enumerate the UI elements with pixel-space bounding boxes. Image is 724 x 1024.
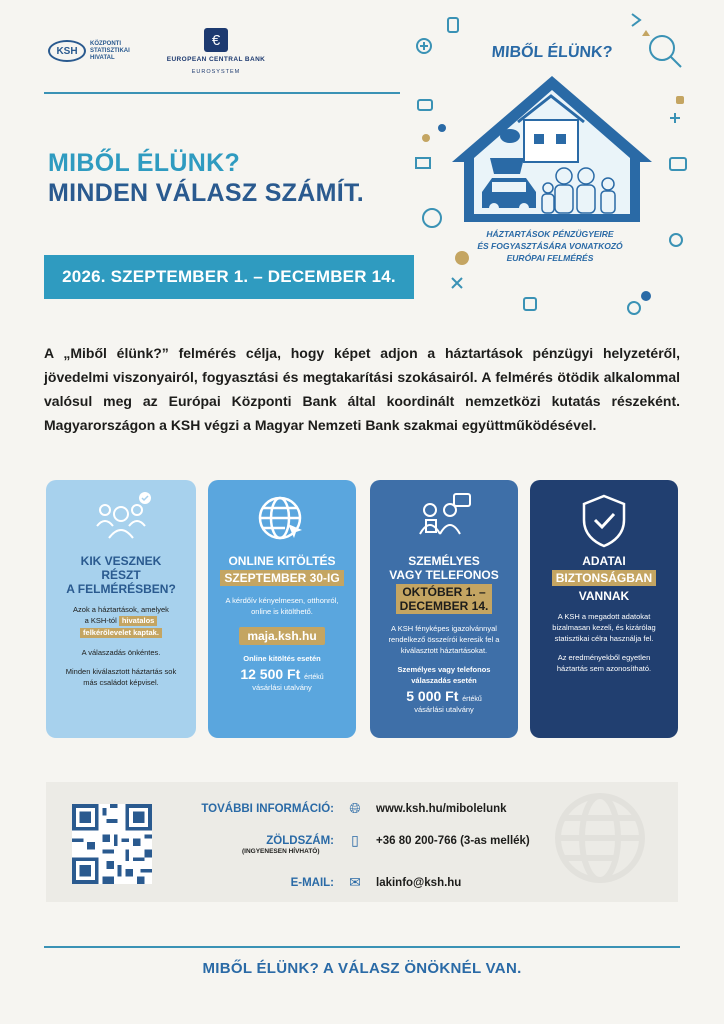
- title-line-1: MIBŐL ÉLÜNK?: [48, 149, 241, 177]
- page-title: [48, 148, 408, 208]
- logo-header: [44, 26, 404, 96]
- reward-value: 12 500 Ft: [240, 666, 301, 682]
- intro-paragraph: A „Miből élünk?” felmérés célja, hogy képet adjon a háztartások pénzügyi helyzetéről, jövedelmi viszonyairól, fogyasztási és megtakarítási szokásairól. A felmérés ötödik alkalommal valósul meg az Európai Központi Bank által koordinált nemzetközi kutatás részeként. Magyarországon a KSH végzi a Magyar Nemzeti Bank szakmai együttműködésével.: [44, 345, 680, 433]
- card-online: [208, 480, 356, 738]
- ksh-logo-name: KÖZPONTI STATISZTIKAI HIVATAL: [90, 40, 130, 61]
- hero-illustration: [412, 8, 692, 326]
- reward-suffix: értékű: [462, 696, 482, 703]
- reward-tail: vásárlási utalvány: [414, 705, 474, 714]
- reward-suffix: értékű: [304, 674, 324, 681]
- footer-divider: [44, 946, 680, 948]
- ecb-logo-name: EUROPEAN CENTRAL BANK: [166, 56, 266, 63]
- card-title-line: VAGY TELEFONOS: [389, 568, 499, 582]
- interview-icon: [414, 490, 474, 550]
- reward-intro: Személyes vagy telefonos válaszadás esetén: [397, 665, 491, 685]
- phone-number[interactable]: +36 80 200-766 (3-as mellék): [376, 834, 530, 847]
- highlight: [396, 584, 493, 614]
- info-row: [186, 800, 507, 817]
- card-text: A KSH a megadott adatokat bizalmasan kezeli, és kizárólag statisztikai célra használja fel.: [552, 612, 656, 643]
- email-row: [186, 874, 461, 891]
- card-title-line: SZEMÉLYES: [408, 554, 480, 568]
- card-text: A KSH fényképes igazolvánnyal rendelkező összeírói keresik fel a kiválasztott háztartásokat.: [388, 624, 500, 655]
- euro-icon: €: [204, 28, 228, 52]
- card-title-line: ADATAI: [582, 554, 626, 568]
- card-text: A válaszadás önkéntes.: [81, 648, 161, 657]
- card-title-line: VANNAK: [578, 589, 630, 603]
- card-security: [530, 480, 678, 738]
- card-participants: [46, 480, 196, 738]
- hero-subtitle-line: ÉS FOGYASZTÁSÁRA VONATKOZÓ: [477, 241, 623, 251]
- phone-row: [186, 832, 530, 849]
- card-title: [46, 554, 196, 596]
- footer-slogan: MIBŐL ÉLÜNK? A VÁLASZ ÖNÖKNÉL VAN.: [202, 960, 522, 977]
- people-icon: [91, 490, 151, 550]
- hero-subtitle-line: EURÓPAI FELMÉRÉS: [506, 253, 594, 263]
- ecb-logo-sub: EUROSYSTEM: [191, 69, 241, 75]
- phone-note: (INGYENESEN HÍVHATÓ): [242, 848, 320, 855]
- card-title-line: KIK VESZNEK: [80, 554, 162, 568]
- reward-tail: vásárlási utalvány: [252, 683, 312, 692]
- info-cards: [46, 480, 680, 740]
- hero-subtitle-line: HÁZTARTÁSOK PÉNZÜGYEIRE: [486, 229, 614, 239]
- envelope-icon: ✉: [349, 874, 361, 890]
- highlight: BIZTONSÁGBAN: [552, 570, 656, 586]
- globe-cursor-icon: [252, 490, 312, 550]
- date-banner: 2026. SZEPTEMBER 1. – DECEMBER 14.: [44, 255, 414, 299]
- globe-icon: 🌐︎: [349, 800, 361, 816]
- card-title: ONLINE KITÖLTÉS: [228, 554, 336, 568]
- header-divider: [44, 92, 400, 94]
- reward-value: 5 000 Ft: [406, 688, 459, 704]
- info-link[interactable]: www.ksh.hu/mibolelunk: [376, 802, 507, 815]
- card-personal: [370, 480, 518, 738]
- card-title-line: RÉSZT: [101, 568, 141, 582]
- contact-section: [46, 782, 678, 902]
- globe-watermark-icon: [550, 788, 650, 888]
- card-text: Minden kiválasztott háztartás sok más családot képvisel.: [65, 667, 177, 687]
- card-body: [46, 604, 196, 639]
- card-title: [370, 554, 518, 582]
- reward-amount: [208, 666, 356, 682]
- highlight: felkérőlevelet kaptak.: [80, 628, 162, 638]
- hero-subtitle: [460, 228, 640, 264]
- highlight-line: OKTÓBER 1. –: [402, 585, 486, 599]
- reward-amount: [370, 688, 518, 704]
- title-line-2: MINDEN VÁLASZ SZÁMÍT.: [48, 179, 365, 207]
- ksh-logo: [48, 40, 150, 62]
- phone-icon: ▯: [351, 832, 359, 848]
- highlight: hivatalos: [119, 616, 158, 626]
- phone-label: ZÖLDSZÁM:: [266, 834, 334, 847]
- card-title-line: A FELMÉRÉSBEN?: [66, 582, 176, 596]
- qr-code-icon[interactable]: [72, 804, 152, 884]
- reward-intro: Online kitöltés esetén: [243, 654, 321, 663]
- hero-title: MIBŐL ÉLÜNK?: [491, 44, 613, 61]
- info-label: TOVÁBBI INFORMÁCIÓ:: [201, 802, 334, 815]
- card-text: Azok a háztartások, amelyek: [73, 605, 169, 614]
- card-text: Az eredményekből egyetlen háztartás sem azonosítható.: [556, 653, 652, 673]
- ecb-logo: [146, 28, 286, 75]
- card-text: a KSH-tól: [84, 616, 117, 625]
- survey-link[interactable]: maja.ksh.hu: [239, 627, 324, 645]
- shield-check-icon: [574, 490, 634, 550]
- email-link[interactable]: lakinfo@ksh.hu: [376, 876, 462, 889]
- ksh-logo-mark: KSH: [48, 40, 86, 62]
- highlight-line: DECEMBER 14.: [399, 599, 489, 613]
- card-text: A kérdőív kényelmesen, otthonról, online is kitölthető.: [225, 596, 339, 616]
- email-label: E-MAIL:: [290, 876, 334, 889]
- highlight: SZEPTEMBER 30-IG: [220, 570, 343, 586]
